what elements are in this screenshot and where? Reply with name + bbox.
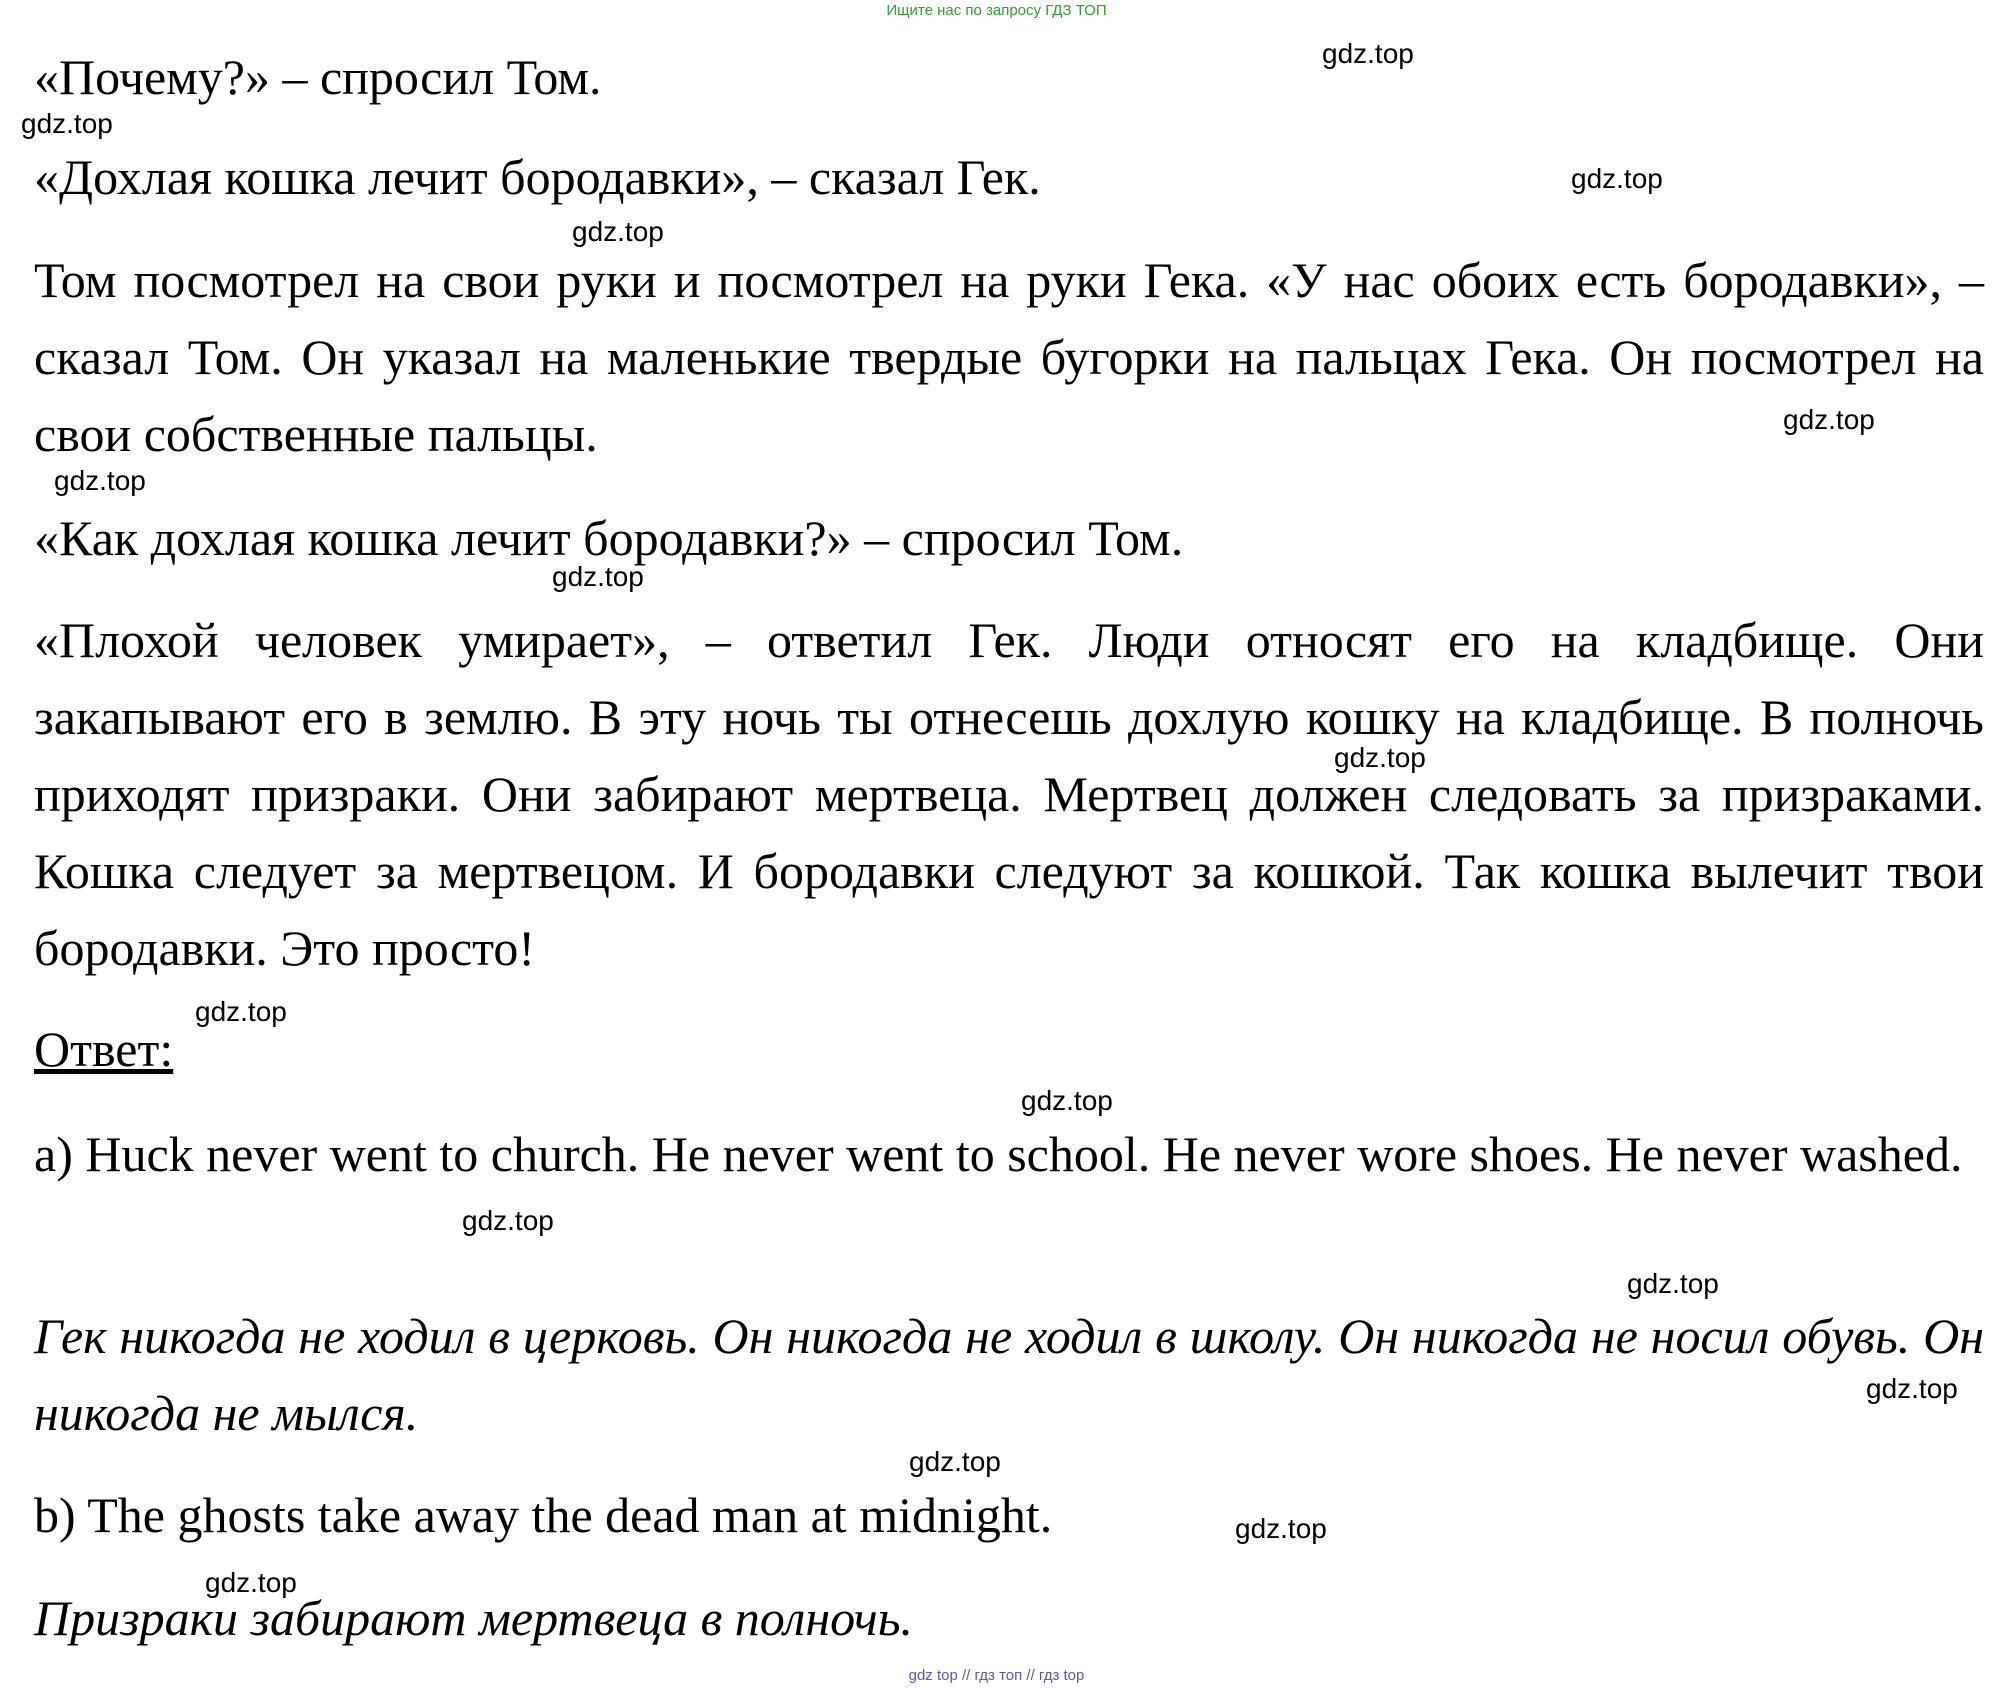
watermark: gdz.top (1021, 1085, 1113, 1116)
answer-label: Ответ: (34, 1021, 174, 1077)
watermark: gdz.top (1627, 1268, 1719, 1299)
dialogue-paragraph-2: «Плохой человек умирает», – ответил Гек. Люди относят его на кладбище. Они закапывают его в землю. В эту ночь ты отнесешь дохлую кошку на кладбище. В полночь приходят призраки. Они забирают мертвеца. Мертвец должен следовать за призраками. Кошка следует за мертвецом. И бородавки следуют за кошкой. Так кошка вылечит твои бородавки. Это просто! (34, 612, 1984, 976)
watermark: gdz.top (1334, 742, 1426, 773)
watermark: gdz.top (909, 1446, 1001, 1477)
watermark: gdz.top (572, 216, 664, 247)
watermark: gdz.top (54, 465, 146, 496)
dialogue-line-2: «Дохлая кошка лечит бородавки», – сказал Гек. (34, 149, 1041, 205)
watermark: gdz.top (1866, 1373, 1958, 1404)
dialogue-paragraph-1: Том посмотрел на свои руки и посмотрел на руки Гека. «У нас обоих есть бородавки», – сказал Том. Он указал на маленькие твердые бугорки на пальцах Гека. Он посмотрел на свои собственные пальцы. (34, 252, 1984, 462)
watermark: gdz.top (462, 1205, 554, 1236)
header-banner: Ищите нас по запросу ГДЗ ТОП (886, 2, 1107, 19)
watermark: gdz.top (1235, 1513, 1327, 1544)
watermark: gdz.top (552, 561, 644, 592)
answer-b-russian: Призраки забирают мертвеца в полночь. (34, 1590, 913, 1646)
answer-a-russian: Гек никогда не ходил в церковь. Он никогда не ходил в школу. Он никогда не носил обувь. Он никогда не мылся. (34, 1308, 1984, 1441)
watermark: gdz.top (205, 1567, 297, 1598)
watermark: gdz.top (21, 108, 113, 139)
dialogue-line-1: «Почему?» – спросил Том. (34, 49, 602, 105)
answer-b-english: b) The ghosts take away the dead man at midnight. (34, 1487, 1053, 1543)
watermark: gdz.top (1571, 163, 1663, 194)
watermark: gdz.top (1322, 38, 1414, 69)
answer-a-english: a) Huck never went to church. He never went to school. He never wore shoes. He never washed. (34, 1126, 1963, 1182)
dialogue-line-3: «Как дохлая кошка лечит бородавки?» – спросил Том. (34, 510, 1184, 566)
footer-banner: gdz top // гдз топ // гдз top (908, 1667, 1085, 1684)
watermark: gdz.top (195, 996, 287, 1027)
watermark: gdz.top (1783, 404, 1875, 435)
